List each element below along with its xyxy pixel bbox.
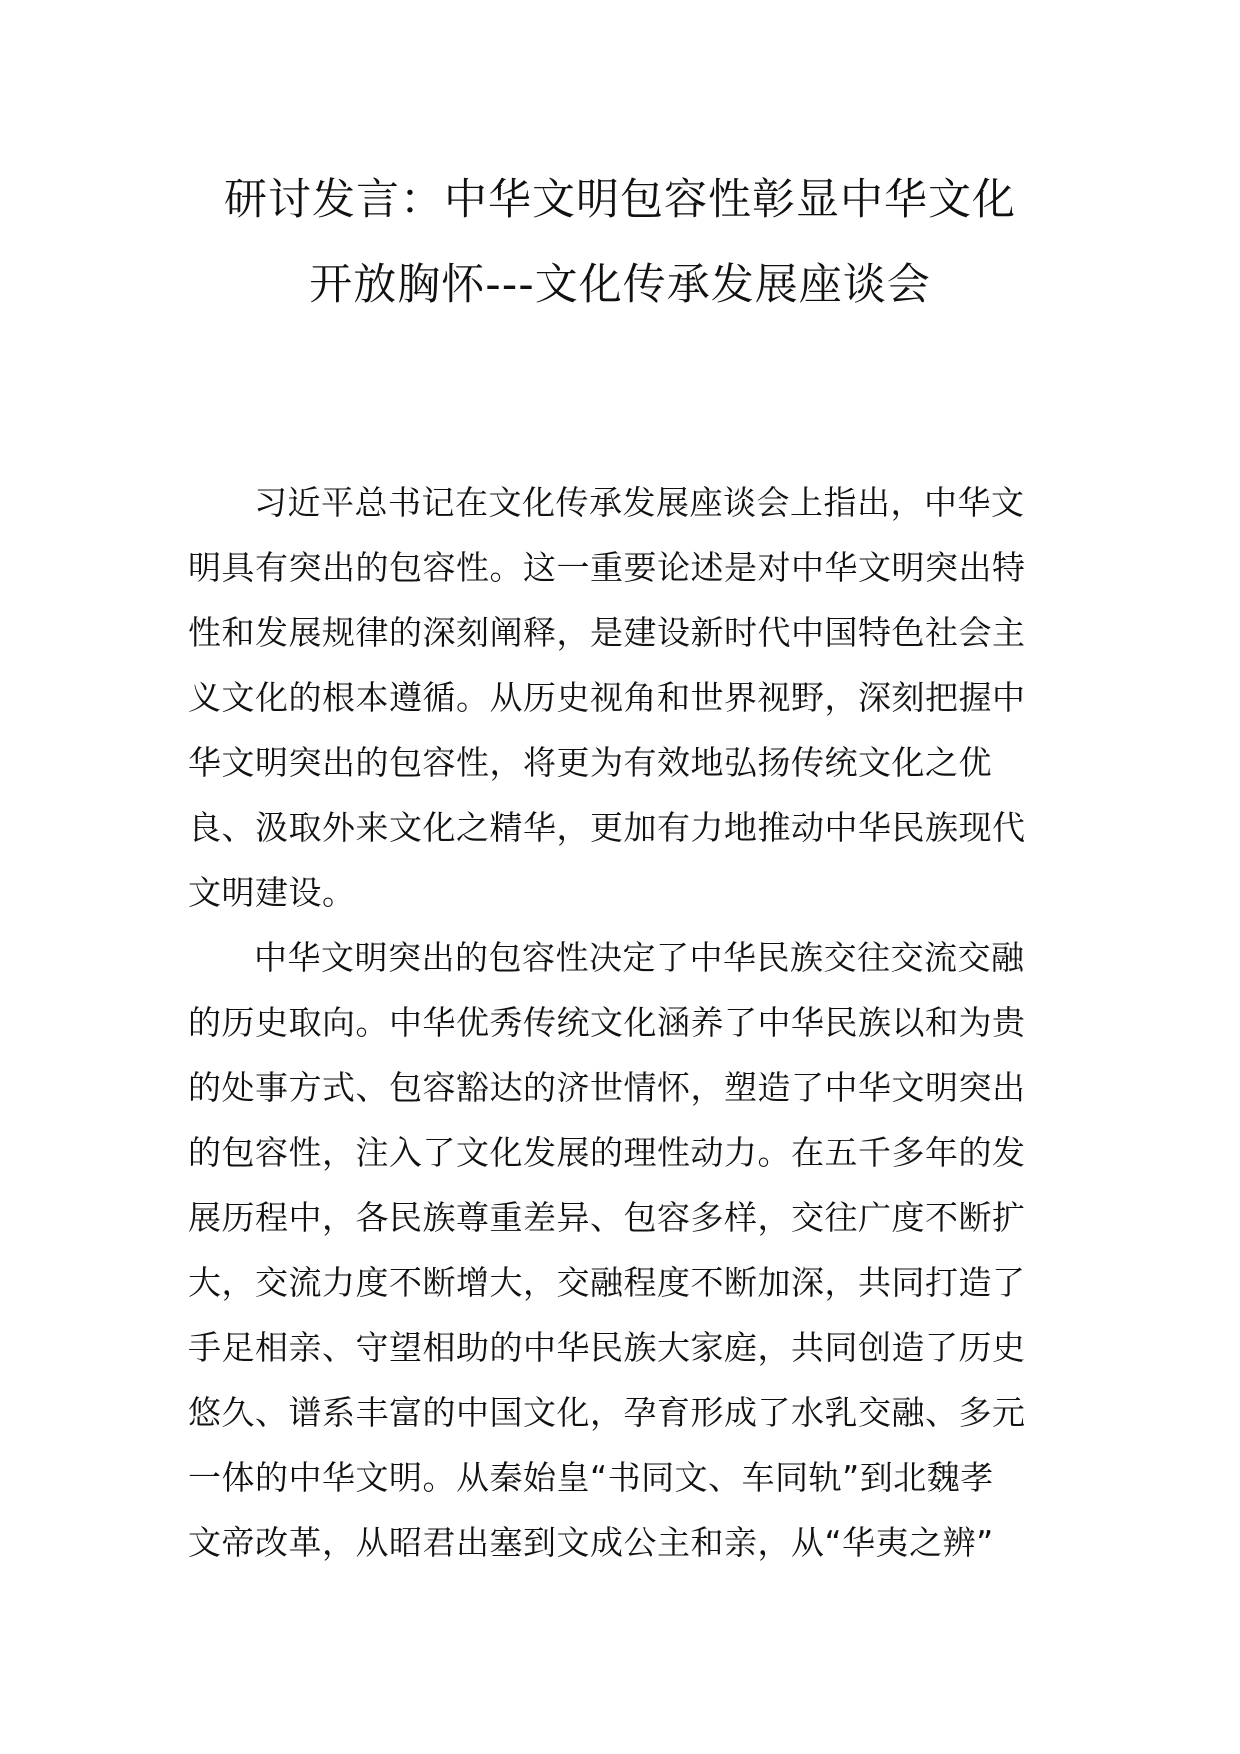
paragraph-line: 大，交流力度不断增大，交融程度不断加深，共同打造了 (188, 1263, 1026, 1302)
paragraph-line: 义文化的根本遵循。从历史视角和世界视野，深刻把握中 (188, 678, 1026, 717)
paragraph-line: 展历程中，各民族尊重差异、包容多样，交往广度不断扩 (188, 1198, 1026, 1237)
paragraph-line: 性和发展规律的深刻阐释，是建设新时代中国特色社会主 (188, 613, 1026, 652)
paragraph-line: 明具有突出的包容性。这一重要论述是对中华文明突出特 (188, 548, 1026, 587)
paragraph-line: 习近平总书记在文化传承发展座谈会上指出，中华文 (254, 483, 1025, 522)
paragraph-line: 一体的中华文明。从秦始皇“书同文、车同轨”到北魏孝 (188, 1458, 994, 1497)
paragraph-1 (188, 470, 1058, 925)
paragraph-line: 的包容性，注入了文化发展的理性动力。在五千多年的发 (188, 1133, 1026, 1172)
paragraph-line: 华文明突出的包容性，将更为有效地弘扬传统文化之优 (188, 743, 992, 782)
paragraph-line: 良、汲取外来文化之精华，更加有力地推动中华民族现代 (188, 808, 1026, 847)
paragraph-line: 悠久、谱系丰富的中国文化，孕育形成了水乳交融、多元 (188, 1393, 1026, 1432)
paragraph-line: 的历史取向。中华优秀传统文化涵养了中华民族以和为贵 (188, 1003, 1026, 1042)
document-body (188, 470, 1058, 1575)
paragraph-line: 的处事方式、包容豁达的济世情怀，塑造了中华文明突出 (188, 1068, 1026, 1107)
paragraph-line: 手足相亲、守望相助的中华民族大家庭，共同创造了历史 (188, 1328, 1026, 1367)
paragraph-line: 中华文明突出的包容性决定了中华民族交往交流交融 (254, 938, 1025, 977)
paragraph-line: 文明建设。 (188, 873, 356, 912)
paragraph-line: 文帝改革，从昭君出塞到文成公主和亲，从“华夷之辨” (188, 1523, 994, 1562)
paragraph-2 (188, 925, 1058, 1575)
document-title-line-1: 研讨发言：中华文明包容性彰显中华文化 (224, 175, 1016, 225)
document-title-line-2: 开放胸怀---文化传承发展座谈会 (309, 260, 931, 310)
